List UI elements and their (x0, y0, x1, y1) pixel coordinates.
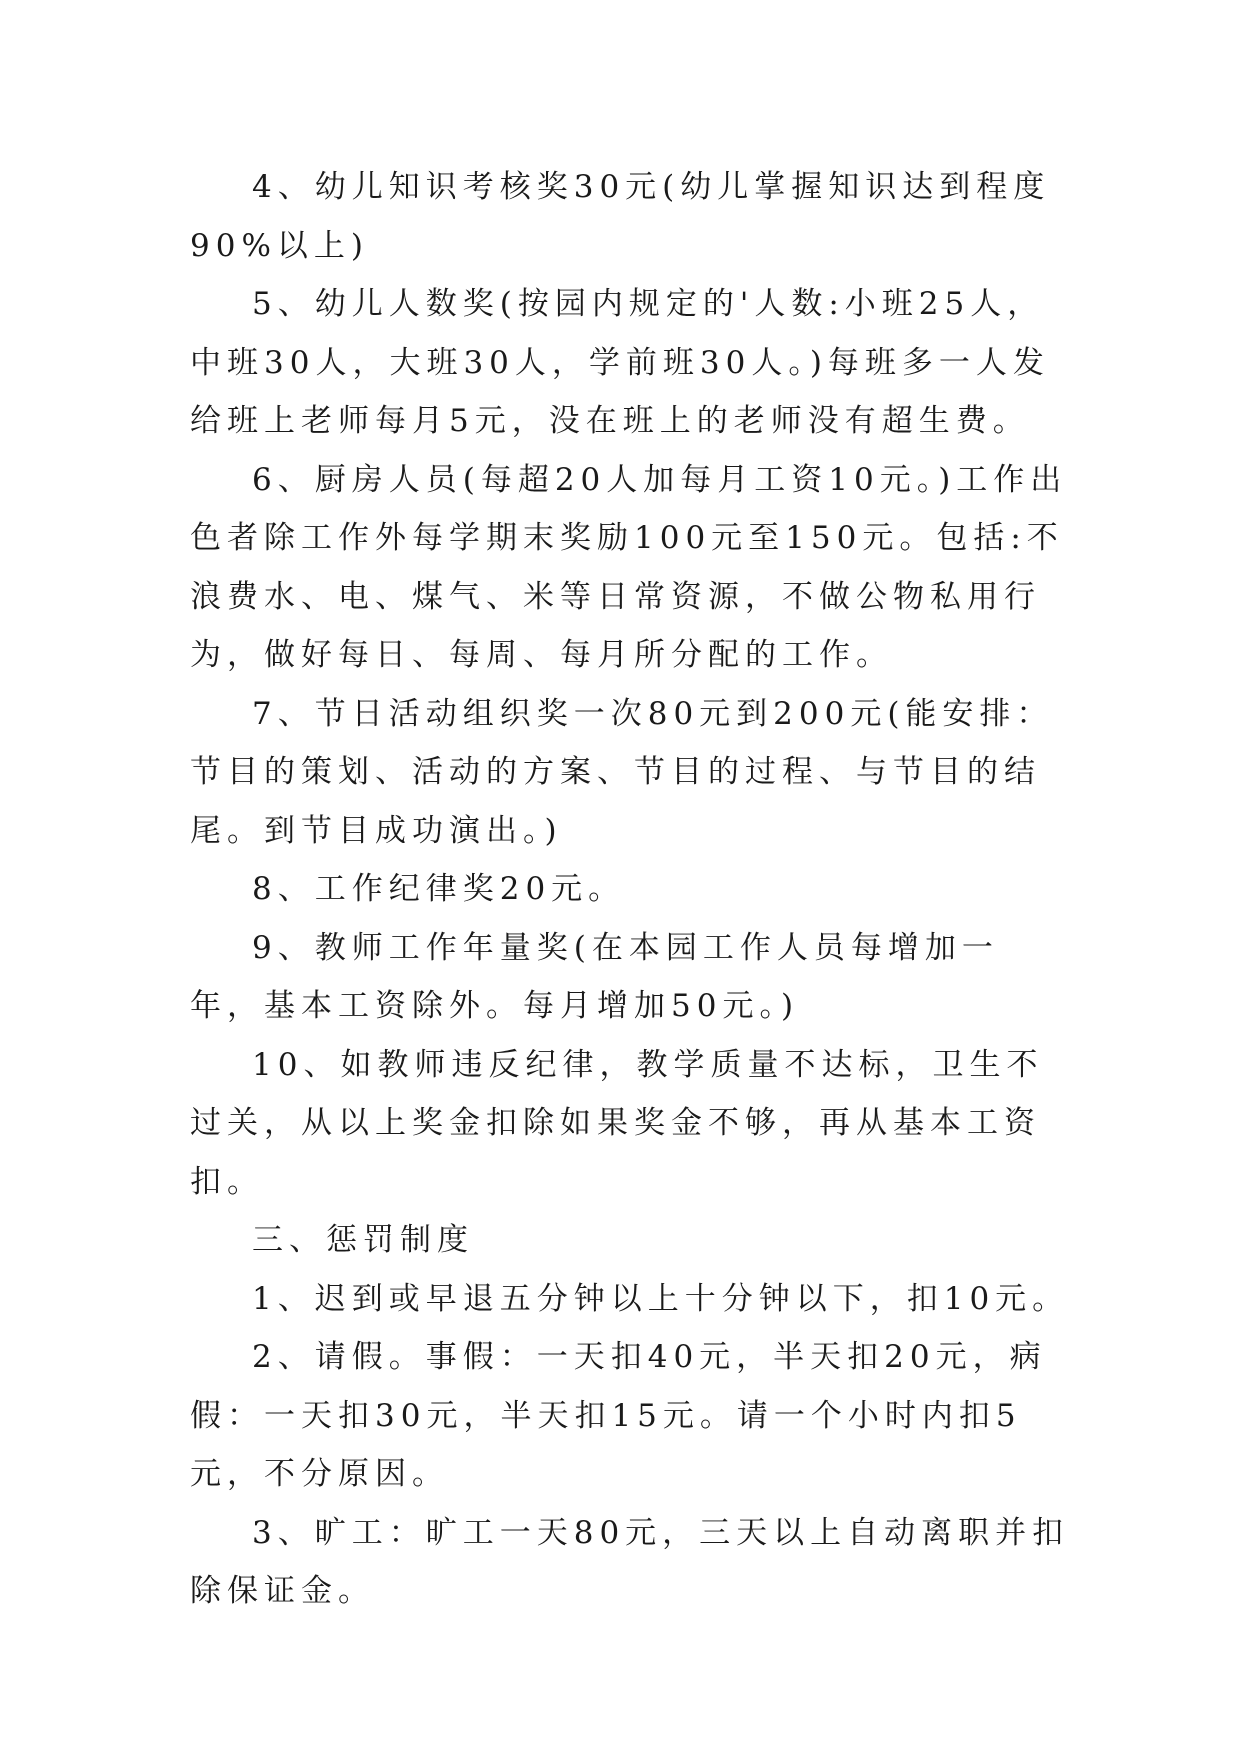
document-body (190, 158, 1070, 1621)
paragraph-bonus-festival: 7、节日活动组织奖一次80元到200元(能安排：节目的策划、活动的方案、节目的过程、与节目的结尾。到节目成功演出。) (190, 695, 1054, 849)
paragraph-bonus-knowledge: 4、幼儿知识考核奖30元(幼儿掌握知识达到程度90%以上) (190, 169, 1051, 264)
paragraph-bonus-discipline: 8、工作纪律奖20元。 (252, 871, 626, 907)
paragraph-bonus-seniority: 9、教师工作年量奖(在本园工作人员每增加一年，基本工资除外。每月增加50元。) (190, 929, 999, 1024)
paragraph-bonus-deduction: 10、如教师违反纪律，教学质量不达标，卫生不过关，从以上奖金扣除如果奖金不够，再从基本工资扣。 (190, 1046, 1044, 1200)
paragraph-bonus-enrollment: 5、幼儿人数奖(按园内规定的'人数:小班25人，中班30人，大班30人，学前班30人。)每班多一人发给班上老师每月5元，没在班上的老师没有超生费。 (190, 286, 1050, 439)
paragraph-penalty-leave: 2、请假。事假：一天扣40元，半天扣20元，病假：一天扣30元，半天扣15元。请一个小时内扣5元，不分原因。 (190, 1339, 1047, 1492)
section-heading-penalty: 三、惩罚制度 (252, 1222, 474, 1258)
paragraph-penalty-late: 1、迟到或早退五分钟以上十分钟以下，扣10元。 (252, 1280, 1070, 1317)
paragraph-penalty-absence: 3、旷工：旷工一天80元，三天以上自动离职并扣除保证金。 (190, 1514, 1070, 1609)
paragraph-bonus-kitchen: 6、厨房人员(每超20人加每月工资10元。)工作出色者除工作外每学期末奖励100元至150元。包括:不浪费水、电、煤气、米等日常资源，不做公物私用行为，做好每日、每周、每月所分配的工作。 (190, 461, 1068, 673)
